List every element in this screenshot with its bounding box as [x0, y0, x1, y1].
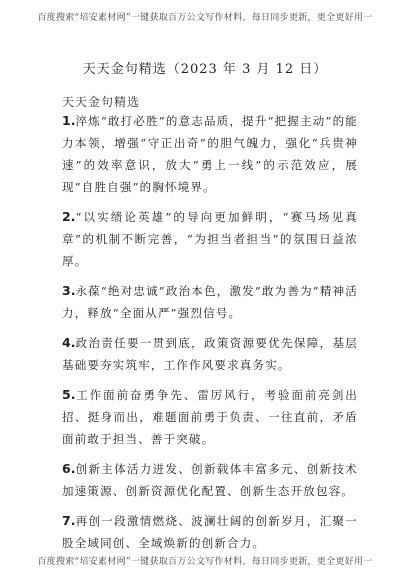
item-text: 工作面前奋勇争先、雷厉风行，考验面前亮剑出招、挺身而出，难题面前勇于负责、一往直前，矛盾面前敢于担当、善于突破。 — [62, 388, 358, 446]
list-item — [62, 458, 358, 502]
page-title: 天天金句精选（2023 年 3 月 12 日） — [82, 62, 328, 77]
item-number: 5. — [62, 387, 76, 402]
item-text: 政治责任要一贯到底，政策资源要优先保障，基层基础要夯实筑牢，工作作风要求真务实。 — [62, 336, 358, 372]
item-text: 淬炼“敢打必胜”的意志品质，提升“把握主动”的能力本领，增强“守正出奇”的胆气魄力，强化“兵贵神速”的效率意识，放大“勇上一线”的示范效应，展现“自胜自强”的胸怀境界。 — [62, 114, 358, 194]
list-item — [62, 280, 358, 324]
list-item — [62, 206, 358, 272]
list-item — [62, 110, 358, 198]
list-item — [62, 384, 358, 450]
quote-list — [62, 110, 358, 562]
item-number: 2. — [62, 209, 76, 224]
item-number: 6. — [62, 461, 76, 476]
item-text: “以实绩论英雄”的导向更加鲜明，“赛马场见真章”的机制不断完善，“为担当者担当”的氛围日益浓厚。 — [62, 210, 358, 268]
item-number: 7. — [62, 513, 76, 528]
item-number: 3. — [62, 283, 76, 298]
list-item — [62, 510, 358, 554]
list-item — [62, 332, 358, 376]
section-subheading: 天天金句精选 — [62, 95, 141, 109]
header-note: 百度搜索“培安素材网”一键获取百万公文写作材料，每日同步更新，更全更好用一 — [37, 13, 373, 23]
item-text: 永葆“绝对忠诚”政治本色，激发“敢为善为”精神活力，释放“全面从严”强烈信号。 — [62, 284, 358, 320]
footer-note: 百度搜索“培安素材网”一键获取百万公文写作材料，每日同步更新，更全更好用一 — [37, 557, 373, 567]
item-number: 4. — [62, 335, 76, 350]
item-text: 创新主体活力迸发、创新载体丰富多元、创新技术加速策源、创新资源优化配置、创新生态开放包容。 — [62, 462, 358, 498]
item-number: 1. — [62, 113, 76, 128]
item-text: 再创一段激情燃烧、波澜壮阔的创新岁月，汇聚一股全域同创、全域焕新的创新合力。 — [62, 514, 358, 550]
